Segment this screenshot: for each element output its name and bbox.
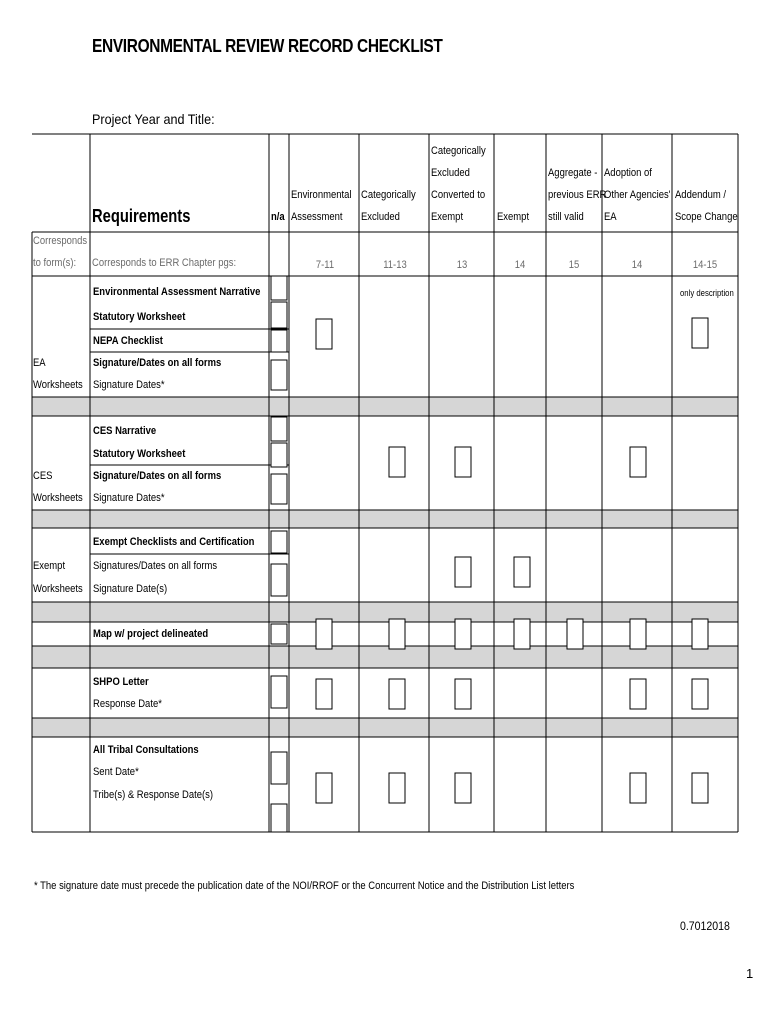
tribal-item-response-dates: Tribe(s) & Response Date(s)	[93, 789, 214, 801]
shpo-checkbox[interactable]	[630, 679, 646, 709]
shpo-checkbox[interactable]	[455, 679, 471, 709]
tribal-checkbox[interactable]	[630, 773, 646, 803]
na-checkbox[interactable]	[271, 276, 287, 300]
addendum-checkbox[interactable]	[692, 318, 708, 348]
col-header-ea-line1: Environmental	[291, 189, 352, 201]
map-checkbox[interactable]	[567, 619, 583, 649]
ce-checkbox[interactable]	[389, 447, 405, 477]
exempt-worksheets-label-line2: Worksheets	[33, 583, 83, 595]
ce-converted-checkbox[interactable]	[455, 447, 471, 477]
tribal-item-sent-date: Sent Date*	[93, 766, 139, 778]
corresponds-forms-line1: Corresponds	[33, 235, 88, 247]
na-checkbox[interactable]	[271, 624, 287, 644]
ea-item-signature-dates-note: Signature Dates*	[93, 379, 165, 391]
shpo-checkbox[interactable]	[316, 679, 332, 709]
page-ref-adoption: 14	[631, 259, 643, 271]
map-checkbox[interactable]	[630, 619, 646, 649]
tribal-checkbox[interactable]	[316, 773, 332, 803]
version-number: 0.7012018	[680, 919, 730, 933]
na-checkbox[interactable]	[271, 804, 287, 832]
tribal-item-consultations: All Tribal Consultations	[93, 744, 199, 756]
col-header-addendum-line1: Addendum /	[675, 189, 727, 201]
col-header-agg-line1: Aggregate -	[548, 167, 598, 179]
col-header-exempt: Exempt	[497, 211, 530, 223]
map-checkbox[interactable]	[316, 619, 332, 649]
section-separator-band	[32, 510, 738, 528]
map-checkbox[interactable]	[389, 619, 405, 649]
page-ref-aggregate: 15	[568, 259, 580, 271]
corresponds-chapter-label: Corresponds to ERR Chapter pgs:	[92, 257, 237, 269]
signature-footnote: * The signature date must precede the publication date of the NOI/RROF or the Concurrent Notice and the Distribution List letters	[34, 880, 575, 892]
na-checkbox[interactable]	[271, 302, 287, 328]
na-checkbox[interactable]	[271, 360, 287, 390]
ea-checkbox[interactable]	[316, 319, 332, 349]
ces-item-signature-dates-note: Signature Dates*	[93, 492, 165, 504]
page-title: ENVIRONMENTAL REVIEW RECORD CHECKLIST	[92, 36, 443, 56]
na-checkbox[interactable]	[271, 564, 287, 596]
col-header-cec-line1: Categorically	[431, 145, 486, 157]
na-checkbox[interactable]	[271, 676, 287, 708]
col-header-ce-line1: Categorically	[361, 189, 416, 201]
na-checkbox[interactable]	[271, 443, 287, 467]
col-header-adopt-line2: Other Agencies'	[604, 189, 671, 201]
exempt-checkbox[interactable]	[514, 557, 530, 587]
ces-item-narrative: CES Narrative	[93, 425, 157, 437]
page-ref-cec: 13	[456, 259, 468, 271]
ea-item-signature-dates: Signature/Dates on all forms	[93, 357, 222, 369]
page-ref-addendum: 14-15	[692, 259, 718, 271]
project-year-title-label: Project Year and Title:	[92, 111, 215, 127]
na-checkbox[interactable]	[271, 531, 287, 553]
section-separator-band	[32, 397, 738, 416]
shpo-item-response-date: Response Date*	[93, 698, 162, 710]
na-checkbox[interactable]	[271, 474, 287, 504]
ea-item-nepa: NEPA Checklist	[93, 335, 163, 347]
exempt-item-signatures: Signatures/Dates on all forms	[93, 560, 218, 572]
ces-worksheets-label-line1: CES	[33, 470, 53, 482]
exempt-item-signature-date: Signature Date(s)	[93, 583, 168, 595]
page-ref-ea: 7-11	[315, 259, 335, 271]
tribal-checkbox[interactable]	[389, 773, 405, 803]
col-header-adopt-line3: EA	[604, 211, 617, 223]
col-header-agg-line3: still valid	[548, 211, 584, 223]
addendum-only-description-note: only description	[680, 288, 734, 298]
col-header-cec-line2: Excluded	[431, 167, 470, 179]
ea-item-narrative: Environmental Assessment Narrative	[93, 286, 261, 298]
adoption-checkbox[interactable]	[630, 447, 646, 477]
na-checkbox[interactable]	[271, 752, 287, 784]
ea-worksheets-label-line2: Worksheets	[33, 379, 83, 391]
col-header-agg-line2: previous ERR	[548, 189, 607, 201]
shpo-item-letter: SHPO Letter	[93, 676, 149, 688]
shpo-checkbox[interactable]	[692, 679, 708, 709]
ea-worksheets-label-line1: EA	[33, 357, 46, 369]
col-header-cec-line4: Exempt	[431, 211, 464, 223]
exempt-item-checklists: Exempt Checklists and Certification	[93, 536, 255, 548]
col-header-adopt-line1: Adoption of	[604, 167, 652, 179]
tribal-checkbox[interactable]	[692, 773, 708, 803]
ces-item-signature-dates: Signature/Dates on all forms	[93, 470, 222, 482]
map-checkbox[interactable]	[514, 619, 530, 649]
page-ref-ce: 11-13	[383, 259, 407, 271]
page-ref-exempt: 14	[514, 259, 526, 271]
shpo-checkbox[interactable]	[389, 679, 405, 709]
na-checkbox[interactable]	[271, 417, 287, 441]
ce-converted-checkbox[interactable]	[455, 557, 471, 587]
col-header-addendum-line2: Scope Change	[675, 211, 738, 223]
ces-item-statutory: Statutory Worksheet	[93, 448, 186, 460]
col-header-ce-line2: Excluded	[361, 211, 400, 223]
col-header-cec-line3: Converted to	[431, 189, 486, 201]
map-checkbox[interactable]	[455, 619, 471, 649]
tribal-checkbox[interactable]	[455, 773, 471, 803]
section-separator-band	[32, 718, 738, 737]
page-number: 1	[746, 966, 754, 981]
na-header: n/a	[271, 211, 285, 223]
ces-worksheets-label-line2: Worksheets	[33, 492, 83, 504]
map-checkbox[interactable]	[692, 619, 708, 649]
requirements-header: Requirements	[92, 206, 191, 226]
na-checkbox[interactable]	[271, 330, 287, 352]
map-item: Map w/ project delineated	[93, 628, 209, 640]
exempt-worksheets-label-line1: Exempt	[33, 560, 66, 572]
col-header-ea-line2: Assessment	[291, 211, 343, 223]
ea-item-statutory: Statutory Worksheet	[93, 311, 186, 323]
corresponds-forms-line2: to form(s):	[33, 257, 77, 269]
